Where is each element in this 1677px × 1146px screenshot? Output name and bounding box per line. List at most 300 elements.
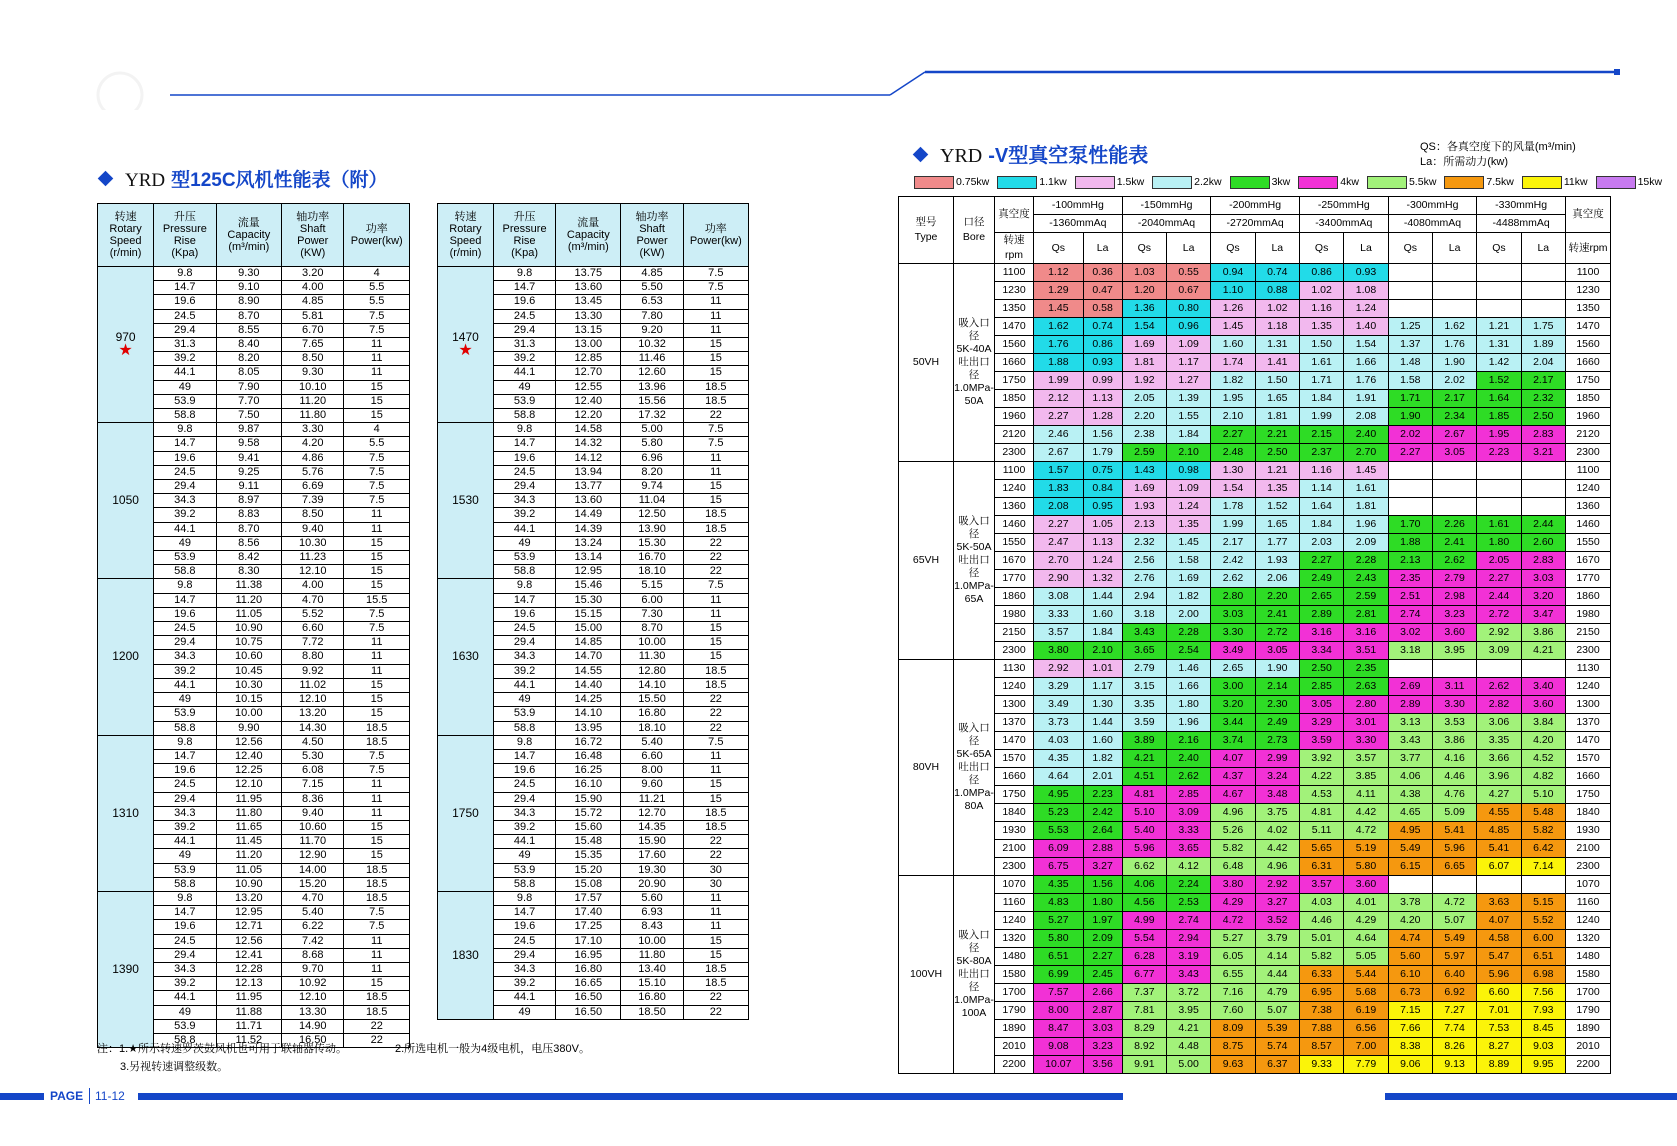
data-cell: 12.40	[556, 394, 621, 408]
qs-cell: 3.35	[1477, 732, 1521, 750]
empty-cell	[1521, 264, 1565, 282]
data-cell: 15	[344, 678, 410, 692]
qs-cell: 3.78	[1388, 894, 1432, 912]
qs-cell: 1.69	[1122, 480, 1166, 498]
data-cell: 7.80	[621, 309, 683, 323]
qs-cell: 1.42	[1477, 354, 1521, 372]
data-cell: 3.30	[282, 423, 344, 437]
fan-table-2	[437, 203, 749, 1020]
legend-label: 3kw	[1271, 176, 1291, 189]
qs-cell: 2.56	[1122, 552, 1166, 570]
rpm-cell-right: 1660	[1566, 354, 1611, 372]
qs-cell: 6.28	[1122, 948, 1166, 966]
la-cell: 2.01	[1083, 768, 1122, 786]
la-cell: 0.86	[1083, 336, 1122, 354]
la-cell: 5.96	[1432, 840, 1476, 858]
qs-cell: 2.27	[1299, 552, 1343, 570]
data-cell: 13.90	[621, 522, 683, 536]
data-cell: 14.30	[282, 721, 344, 735]
table-row	[899, 840, 1611, 858]
data-cell: 16.95	[556, 948, 621, 962]
data-cell: 7.5	[344, 749, 410, 763]
qs-cell: 2.15	[1299, 426, 1343, 444]
data-cell: 14.7	[154, 906, 216, 920]
la-cell: 2.41	[1255, 606, 1299, 624]
qs-cell: 3.30	[1211, 624, 1255, 642]
data-cell: 39.2	[493, 352, 555, 366]
data-cell: 14.70	[556, 650, 621, 664]
la-cell: 2.43	[1344, 570, 1388, 588]
data-cell: 11.05	[216, 863, 282, 877]
speed-cell: 970 ★	[98, 267, 154, 423]
la-cell: 1.69	[1166, 570, 1210, 588]
qs-cell: 2.76	[1122, 570, 1166, 588]
table-row	[899, 300, 1611, 318]
empty-cell	[1388, 498, 1432, 516]
qs-cell: 4.03	[1299, 894, 1343, 912]
qs-cell: 3.65	[1122, 642, 1166, 660]
rpm-cell-right: 1570	[1566, 750, 1611, 768]
data-cell: 24.5	[493, 622, 555, 636]
data-cell: 11.05	[216, 607, 282, 621]
data-cell: 16.65	[556, 977, 621, 991]
data-cell: 15	[344, 565, 410, 579]
data-cell: 34.3	[154, 962, 216, 976]
data-cell: 29.4	[493, 792, 555, 806]
data-cell: 14.7	[493, 437, 555, 451]
data-cell: 8.70	[216, 309, 282, 323]
qs-cell: 2.27	[1211, 426, 1255, 444]
data-cell: 14.10	[621, 678, 683, 692]
la-cell: 0.58	[1083, 300, 1122, 318]
data-cell: 18.5	[344, 991, 410, 1005]
data-cell: 14.49	[556, 508, 621, 522]
qs-cell: 4.83	[1034, 894, 1084, 912]
data-cell: 53.9	[154, 551, 216, 565]
qs-cell: 1.78	[1211, 498, 1255, 516]
legend-swatch	[1444, 176, 1484, 189]
table-row	[899, 444, 1611, 462]
la-cell: 1.24	[1083, 552, 1122, 570]
qs-cell: 3.18	[1388, 642, 1432, 660]
data-cell: 53.9	[493, 394, 555, 408]
data-cell: 18.5	[344, 877, 410, 891]
qs-cell: 7.66	[1388, 1020, 1432, 1038]
qs-cell: 7.15	[1388, 1002, 1432, 1020]
page-number: 11-12	[95, 1089, 125, 1103]
la-cell: 1.81	[1344, 498, 1388, 516]
la-cell: 0.99	[1083, 372, 1122, 390]
la-cell: 7.93	[1521, 1002, 1565, 1020]
la-cell: 9.95	[1521, 1056, 1565, 1074]
rpm-cell-right: 1130	[1566, 660, 1611, 678]
data-cell: 9.92	[282, 664, 344, 678]
data-cell: 11.88	[216, 1005, 282, 1019]
qs-cell: 6.99	[1034, 966, 1084, 984]
la-cell: 3.95	[1166, 1002, 1210, 1020]
la-cell: 2.09	[1344, 534, 1388, 552]
la-cell: 1.82	[1083, 750, 1122, 768]
table-row	[899, 372, 1611, 390]
table-row	[899, 660, 1611, 678]
data-cell: 44.1	[493, 366, 555, 380]
data-cell: 7.15	[282, 778, 344, 792]
speed-cell: 1530	[438, 423, 494, 579]
la-cell: 3.21	[1521, 444, 1565, 462]
data-cell: 24.5	[154, 778, 216, 792]
rpm-cell: 1240	[995, 912, 1034, 930]
qs-cell: 8.57	[1299, 1038, 1343, 1056]
qs-cell: 4.58	[1477, 930, 1521, 948]
qs-cell: 4.51	[1122, 768, 1166, 786]
data-cell: 15.35	[556, 849, 621, 863]
la-cell: 1.66	[1166, 678, 1210, 696]
la-cell: 6.56	[1344, 1020, 1388, 1038]
data-cell: 11	[683, 906, 748, 920]
qs-cell: 2.13	[1122, 516, 1166, 534]
la-cell: 1.80	[1083, 894, 1122, 912]
qs-cell: 3.16	[1299, 624, 1343, 642]
data-cell: 15	[344, 409, 410, 423]
table-row	[899, 498, 1611, 516]
la-cell: 1.96	[1166, 714, 1210, 732]
la-cell: 1.82	[1166, 588, 1210, 606]
data-cell: 7.39	[282, 494, 344, 508]
empty-cell	[1388, 264, 1432, 282]
data-cell: 22	[344, 1019, 410, 1033]
la-cell: 2.08	[1344, 408, 1388, 426]
data-cell: 8.68	[282, 948, 344, 962]
data-cell: 22	[683, 707, 748, 721]
data-cell: 6.08	[282, 764, 344, 778]
la-cell: 0.93	[1083, 354, 1122, 372]
qs-cell: 1.83	[1034, 480, 1084, 498]
rpm-cell: 1470	[995, 318, 1034, 336]
la-cell: 3.23	[1083, 1038, 1122, 1056]
legend-swatch	[997, 176, 1037, 189]
data-cell: 12.95	[216, 906, 282, 920]
data-cell: 10.32	[621, 338, 683, 352]
speed-cell: 1310	[98, 735, 154, 891]
data-cell: 53.9	[154, 1019, 216, 1033]
column-header: 升压 Pressure Rise (Kpa)	[154, 204, 216, 267]
legend-item	[1522, 176, 1588, 188]
la-cell: 2.30	[1255, 696, 1299, 714]
qs-cell: 4.85	[1477, 822, 1521, 840]
fan-table-1	[97, 203, 410, 1048]
rpm-cell: 1750	[995, 372, 1034, 390]
data-cell: 11.80	[621, 948, 683, 962]
qs-cell: 1.71	[1299, 372, 1343, 390]
data-cell: 53.9	[154, 707, 216, 721]
data-cell: 49	[154, 693, 216, 707]
data-cell: 9.25	[216, 465, 282, 479]
la-cell: 1.66	[1344, 354, 1388, 372]
la-cell: 3.27	[1083, 858, 1122, 876]
table-row	[899, 696, 1611, 714]
data-cell: 16.10	[556, 778, 621, 792]
qs-cell: 1.54	[1122, 318, 1166, 336]
note-3: 3.另视转速调整级数。	[120, 1061, 229, 1073]
data-cell: 15	[683, 636, 748, 650]
qs-cell: 2.67	[1034, 444, 1084, 462]
data-cell: 15	[683, 366, 748, 380]
qs-cell: 1.31	[1477, 336, 1521, 354]
la-cell: 2.44	[1521, 516, 1565, 534]
table-row	[899, 570, 1611, 588]
la-cell: 2.00	[1166, 606, 1210, 624]
data-cell: 39.2	[154, 508, 216, 522]
qs-cell: 1.30	[1211, 462, 1255, 480]
data-cell: 39.2	[493, 664, 555, 678]
qs-cell: 4.21	[1122, 750, 1166, 768]
la-cell: 1.24	[1166, 498, 1210, 516]
qs-cell: 9.63	[1211, 1056, 1255, 1074]
legend-item	[1596, 176, 1663, 188]
table-row	[899, 822, 1611, 840]
data-cell: 44.1	[154, 991, 216, 1005]
column-header: 流量 Capacity (m³/min)	[556, 204, 621, 267]
data-cell: 12.56	[216, 934, 282, 948]
qs-cell: 1.64	[1477, 390, 1521, 408]
footer-divider	[89, 1088, 90, 1104]
rpm-header: 转速rpm	[995, 233, 1034, 264]
qs-cell: 2.27	[1034, 516, 1084, 534]
la-cell: 1.50	[1255, 372, 1299, 390]
rpm-cell: 1300	[995, 696, 1034, 714]
data-cell: 44.1	[493, 522, 555, 536]
data-cell: 49	[493, 380, 555, 394]
la-header: La	[1083, 233, 1122, 264]
empty-cell	[1477, 480, 1521, 498]
qs-cell: 5.82	[1299, 948, 1343, 966]
qs-cell: 6.60	[1477, 984, 1521, 1002]
qs-cell: 1.16	[1299, 300, 1343, 318]
qs-cell: 3.15	[1122, 678, 1166, 696]
rpm-cell: 1750	[995, 786, 1034, 804]
diamond-icon	[98, 171, 114, 187]
data-cell: 11	[683, 749, 748, 763]
la-cell: 0.96	[1166, 318, 1210, 336]
qs-cell: 5.96	[1122, 840, 1166, 858]
la-cell: 1.13	[1083, 390, 1122, 408]
qs-cell: 2.20	[1122, 408, 1166, 426]
data-cell: 8.00	[621, 764, 683, 778]
rpm-cell-right: 1100	[1566, 264, 1611, 282]
data-cell: 29.4	[154, 636, 216, 650]
model-cell: 65VH	[899, 462, 954, 660]
empty-cell	[1521, 876, 1565, 894]
qs-cell: 6.77	[1122, 966, 1166, 984]
data-cell: 17.60	[621, 849, 683, 863]
qs-cell: 3.13	[1388, 714, 1432, 732]
data-cell: 34.3	[154, 650, 216, 664]
data-cell: 7.5	[683, 423, 748, 437]
qs-cell: 8.29	[1122, 1020, 1166, 1038]
table-row	[899, 948, 1611, 966]
data-cell: 12.25	[216, 764, 282, 778]
data-cell: 13.30	[556, 309, 621, 323]
la-cell: 1.27	[1166, 372, 1210, 390]
data-cell: 6.00	[621, 593, 683, 607]
qs-cell: 4.55	[1477, 804, 1521, 822]
la-cell: 5.19	[1344, 840, 1388, 858]
legend-label: 0.75kw	[956, 176, 990, 189]
rpm-cell: 1580	[995, 966, 1034, 984]
la-cell: 3.52	[1255, 912, 1299, 930]
data-cell: 16.25	[556, 764, 621, 778]
la-cell: 4.29	[1344, 912, 1388, 930]
column-header: 功率 Power(kw)	[683, 204, 748, 267]
rpm-cell: 2150	[995, 624, 1034, 642]
data-cell: 15.60	[556, 820, 621, 834]
data-cell: 24.5	[493, 309, 555, 323]
star-icon: ★	[118, 342, 133, 360]
table-row	[98, 891, 410, 905]
data-cell: 6.70	[282, 323, 344, 337]
data-cell: 15	[344, 977, 410, 991]
la-cell: 3.33	[1166, 822, 1210, 840]
la-cell: 1.55	[1166, 408, 1210, 426]
qs-cell: 1.61	[1299, 354, 1343, 372]
la-cell: 2.20	[1255, 588, 1299, 606]
data-cell: 15.50	[621, 693, 683, 707]
data-cell: 7.5	[344, 451, 410, 465]
data-cell: 11	[683, 323, 748, 337]
la-header: La	[1255, 233, 1299, 264]
data-cell: 8.40	[216, 338, 282, 352]
table-row	[899, 516, 1611, 534]
data-cell: 11.21	[621, 792, 683, 806]
data-cell: 22	[683, 565, 748, 579]
table-row	[98, 735, 410, 749]
rpm-cell: 2100	[995, 840, 1034, 858]
qs-cell: 2.80	[1211, 588, 1255, 606]
la-cell: 2.40	[1166, 750, 1210, 768]
table-row	[899, 282, 1611, 300]
data-cell: 4.00	[282, 579, 344, 593]
data-cell: 22	[683, 991, 748, 1005]
data-cell: 11	[344, 636, 410, 650]
la-cell: 2.02	[1432, 372, 1476, 390]
data-cell: 6.60	[621, 749, 683, 763]
column-header: 功率 Power(kw)	[344, 204, 410, 267]
data-cell: 18.5	[683, 380, 748, 394]
rpm-cell-right: 1240	[1566, 912, 1611, 930]
la-cell: 1.24	[1344, 300, 1388, 318]
table-row	[899, 966, 1611, 984]
data-cell: 58.8	[154, 721, 216, 735]
rpm-cell-right: 1860	[1566, 588, 1611, 606]
la-cell: 0.74	[1083, 318, 1122, 336]
qs-cell: 1.76	[1034, 336, 1084, 354]
data-cell: 24.5	[154, 465, 216, 479]
qs-cell: 7.16	[1211, 984, 1255, 1002]
data-cell: 15	[683, 352, 748, 366]
data-cell: 9.40	[282, 522, 344, 536]
la-cell: 2.83	[1521, 426, 1565, 444]
data-cell: 15.30	[621, 536, 683, 550]
rpm-cell-right: 1770	[1566, 570, 1611, 588]
data-cell: 13.45	[556, 295, 621, 309]
qs-cell: 2.42	[1211, 552, 1255, 570]
la-cell: 1.46	[1166, 660, 1210, 678]
data-cell: 14.32	[556, 437, 621, 451]
la-cell: 3.79	[1255, 930, 1299, 948]
qs-cell: 1.36	[1122, 300, 1166, 318]
bore-header: 口径 Bore	[954, 197, 995, 264]
data-cell: 53.9	[154, 863, 216, 877]
legend-label: 2.2kw	[1194, 176, 1222, 189]
qs-header: Qs	[1034, 233, 1084, 264]
rpm-cell: 1070	[995, 876, 1034, 894]
empty-cell	[1432, 498, 1476, 516]
table-row	[899, 624, 1611, 642]
la-cell: 2.32	[1521, 390, 1565, 408]
data-cell: 5.81	[282, 309, 344, 323]
qs-cell: 3.80	[1211, 876, 1255, 894]
la-cell: 7.14	[1521, 858, 1565, 876]
qs-cell: 7.37	[1122, 984, 1166, 1002]
qs-cell: 6.31	[1299, 858, 1343, 876]
data-cell: 15	[683, 480, 748, 494]
qs-cell: 1.45	[1034, 300, 1084, 318]
data-cell: 44.1	[154, 835, 216, 849]
data-cell: 58.8	[493, 877, 555, 891]
la-cell: 1.58	[1166, 552, 1210, 570]
qs-cell: 3.59	[1122, 714, 1166, 732]
data-cell: 19.6	[154, 764, 216, 778]
vacuum-mmaq-header: -1360mmAq	[1034, 215, 1123, 233]
la-cell: 5.07	[1255, 1002, 1299, 1020]
la-cell: 1.44	[1083, 714, 1122, 732]
table-row	[899, 480, 1611, 498]
qs-cell: 8.09	[1211, 1020, 1255, 1038]
rpm-cell: 1350	[995, 300, 1034, 318]
qs-cell: 2.50	[1299, 660, 1343, 678]
data-cell: 5.15	[621, 579, 683, 593]
la-cell: 4.72	[1344, 822, 1388, 840]
qs-cell: 2.62	[1477, 678, 1521, 696]
la-cell: 1.01	[1083, 660, 1122, 678]
legend-item	[1367, 176, 1436, 188]
qs-cell: 3.63	[1477, 894, 1521, 912]
table-row	[899, 588, 1611, 606]
qs-cell: 0.94	[1211, 264, 1255, 282]
data-cell: 53.9	[493, 707, 555, 721]
qs-cell: 5.82	[1211, 840, 1255, 858]
data-cell: 24.5	[493, 465, 555, 479]
la-cell: 3.60	[1344, 876, 1388, 894]
data-cell: 8.43	[621, 920, 683, 934]
data-cell: 11.30	[621, 650, 683, 664]
qs-cell: 4.35	[1034, 750, 1084, 768]
la-cell: 2.10	[1166, 444, 1210, 462]
la-cell: 2.70	[1344, 444, 1388, 462]
la-cell: 6.42	[1521, 840, 1565, 858]
model-header: 型号 Type	[899, 197, 954, 264]
column-header: 转速 Rotary Speed (r/min)	[98, 204, 154, 267]
empty-cell	[1432, 282, 1476, 300]
data-cell: 22	[683, 551, 748, 565]
qs-cell: 4.74	[1388, 930, 1432, 948]
la-cell: 6.98	[1521, 966, 1565, 984]
data-cell: 18.5	[683, 508, 748, 522]
vacuum-mmhg-header: -100mmHg	[1034, 197, 1123, 215]
la-cell: 1.60	[1083, 732, 1122, 750]
data-cell: 22	[683, 693, 748, 707]
qs-cell: 1.25	[1388, 318, 1432, 336]
